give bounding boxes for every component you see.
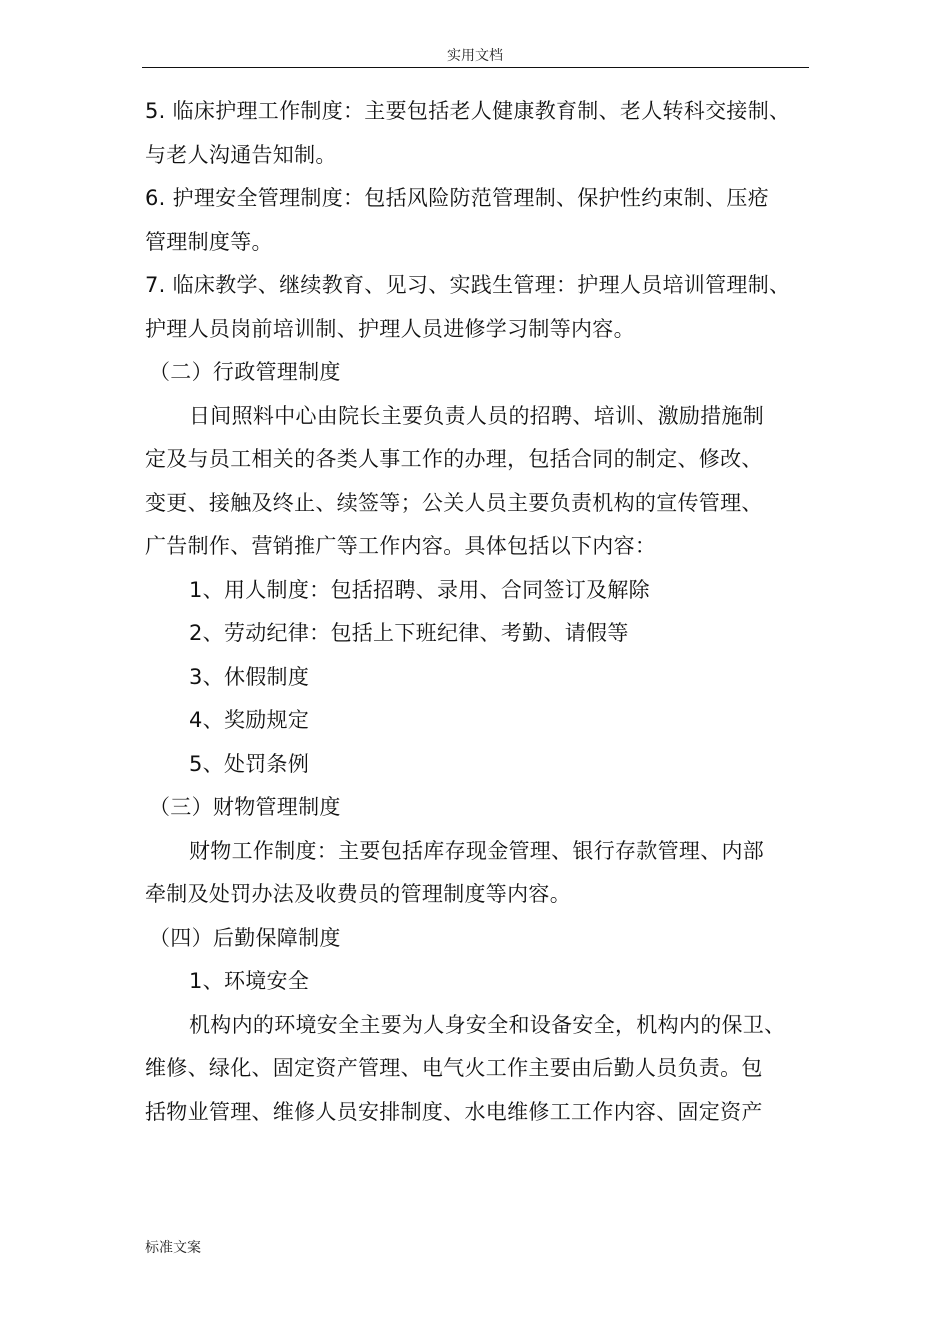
section-heading-logistics: （四）后勤保障制度 [149,925,341,950]
list-item-vacation: 3、休假制度 [189,664,310,689]
header-divider [142,67,809,68]
paragraph-line: 括物业管理、维修人员安排制度、水电维修工工作内容、固定资产 [145,1099,763,1124]
list-item-nursing-safety: 6. 护理安全管理制度：包括风险防范管理制、保护性约束制、压疮 [145,186,770,210]
list-item-hiring: 1、用人制度：包括招聘、录用、合同签订及解除 [189,577,650,602]
paragraph-line: 广告制作、营销推广等工作内容。具体包括以下内容： [145,534,657,558]
paragraph-line: 定及与员工相关的各类人事工作的办理，包括合同的制定、修改、 [145,447,763,471]
text-line: 管理制度等。 [145,229,273,254]
paragraph-line: 财物工作制度：主要包括库存现金管理、银行存款管理、内部 [189,838,765,863]
subheading-environment-safety: 1、环境安全 [189,969,310,993]
paragraph-line: 牵制及处罚办法及收费员的管理制度等内容。 [145,882,571,906]
page-footer-label: 标准文案 [145,1240,201,1256]
text-line: 护理人员岗前培训制、护理人员进修学习制等内容。 [145,316,635,341]
list-item-labor-discipline: 2、劳动纪律：包括上下班纪律、考勤、请假等 [189,621,629,645]
list-item-clinical-nursing: 5. 临床护理工作制度：主要包括老人健康教育制、老人转科交接制、 [145,99,791,123]
document-body [145,90,825,1134]
text-line: 与老人沟通告知制。 [145,142,337,167]
paragraph-line: 变更、接触及终止、续签等；公关人员主要负责机构的宣传管理、 [145,490,763,515]
list-item-rewards: 4、奖励规定 [189,708,310,732]
list-item-penalties: 5、处罚条例 [189,751,310,776]
paragraph-line: 维修、绿化、固定资产管理、电气火工作主要由后勤人员负责。包 [145,1056,763,1080]
page-header-title: 实用文档 [447,48,503,64]
paragraph-line: 日间照料中心由院长主要负责人员的招聘、培训、激励措施制 [189,403,765,428]
section-heading-finance: （三）财物管理制度 [149,795,341,819]
section-heading-administration: （二）行政管理制度 [149,360,341,384]
paragraph-line: 机构内的环境安全主要为人身安全和设备安全，机构内的保卫、 [189,1012,786,1037]
list-item-clinical-teaching: 7. 临床教学、继续教育、见习、实践生管理：护理人员培训管理制、 [145,273,791,297]
